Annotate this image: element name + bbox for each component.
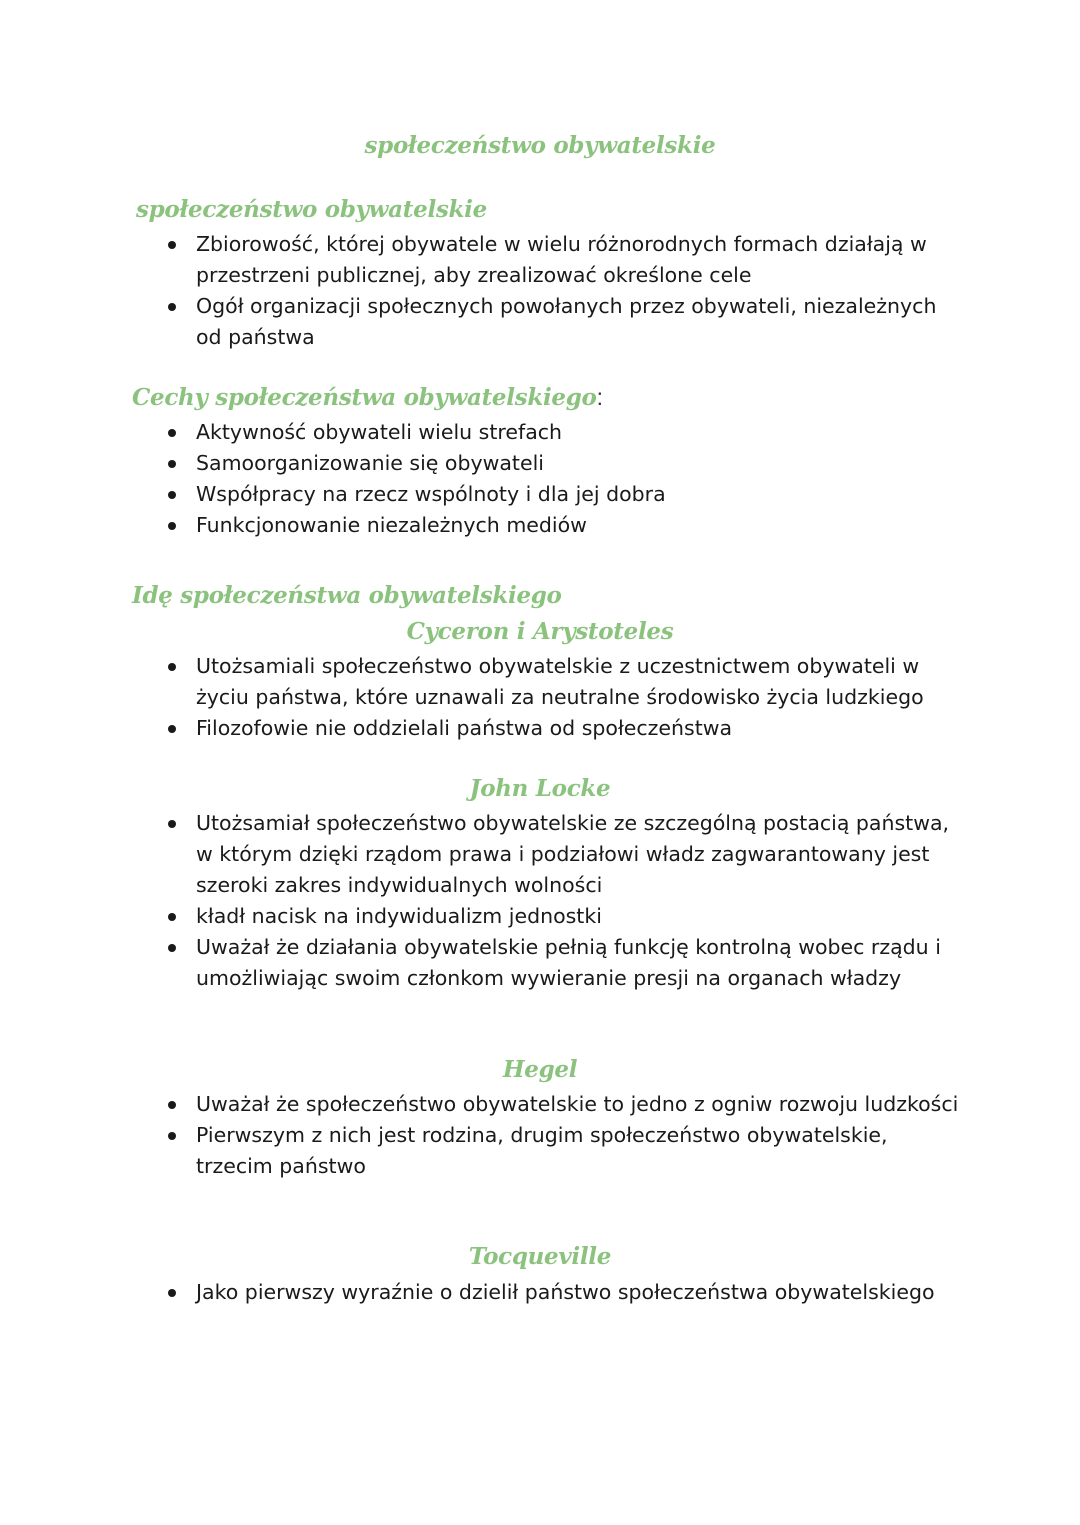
features-list xyxy=(160,417,960,541)
list-item: Utożsamiał społeczeństwo obywatelskie ze szczególną postacią państwa, w którym dzięki rządom prawa i podziałowi władz zagwarantowany jest szeroki zakres indywidualnych wolności xyxy=(160,808,960,901)
list-item: Funkcjonowanie niezależnych mediów xyxy=(160,510,960,541)
list-item: kładł nacisk na indywidualizm jednostki xyxy=(160,901,960,932)
thinker-list-tocqueville xyxy=(160,1277,960,1308)
ideas-heading: Idę społeczeństwa obywatelskiego xyxy=(132,582,562,609)
list-item: Współpracy na rzecz wspólnoty i dla jej dobra xyxy=(160,479,960,510)
list-item: Jako pierwszy wyraźnie o dzielił państwo społeczeństwa obywatelskiego xyxy=(160,1277,960,1308)
features-heading-colon: : xyxy=(596,384,603,410)
list-item: Samoorganizowanie się obywateli xyxy=(160,448,960,479)
page-title: społeczeństwo obywatelskie xyxy=(364,132,716,159)
thinker-list-locke xyxy=(160,808,960,994)
definition-list xyxy=(160,229,960,353)
list-item: Utożsamiali społeczeństwo obywatelskie z uczestnictwem obywateli w życiu państwa, które uznawali za neutralne środowisko życia ludzkiego xyxy=(160,651,960,713)
thinker-list-cyceron xyxy=(160,651,960,744)
list-item: Ogół organizacji społecznych powołanych przez obywateli, niezależnych od państwa xyxy=(160,291,960,353)
list-item: Uważał że działania obywatelskie pełnią funkcję kontrolną wobec rządu i umożliwiając swoim członkom wywieranie presji na organach władzy xyxy=(160,932,960,994)
list-item: Zbiorowość, której obywatele w wielu różnorodnych formach działają w przestrzeni publicznej, aby zrealizować określone cele xyxy=(160,229,960,291)
thinker-list-hegel xyxy=(160,1089,960,1182)
list-item: Filozofowie nie oddzielali państwa od społeczeństwa xyxy=(160,713,960,744)
thinker-heading-cyceron: Cyceron i Arystoteles xyxy=(406,618,674,645)
features-heading xyxy=(132,384,603,411)
list-item: Uważał że społeczeństwo obywatelskie to jedno z ogniw rozwoju ludzkości xyxy=(160,1089,960,1120)
thinker-heading-tocqueville: Tocqueville xyxy=(468,1243,612,1270)
features-heading-text: Cechy społeczeństwa obywatelskiego xyxy=(132,384,597,411)
list-item: Aktywność obywateli wielu strefach xyxy=(160,417,960,448)
list-item: Pierwszym z nich jest rodzina, drugim społeczeństwo obywatelskie, trzecim państwo xyxy=(160,1120,960,1182)
definition-heading: społeczeństwo obywatelskie xyxy=(136,196,487,223)
thinker-heading-hegel: Hegel xyxy=(502,1056,578,1083)
thinker-heading-locke: John Locke xyxy=(469,775,611,802)
